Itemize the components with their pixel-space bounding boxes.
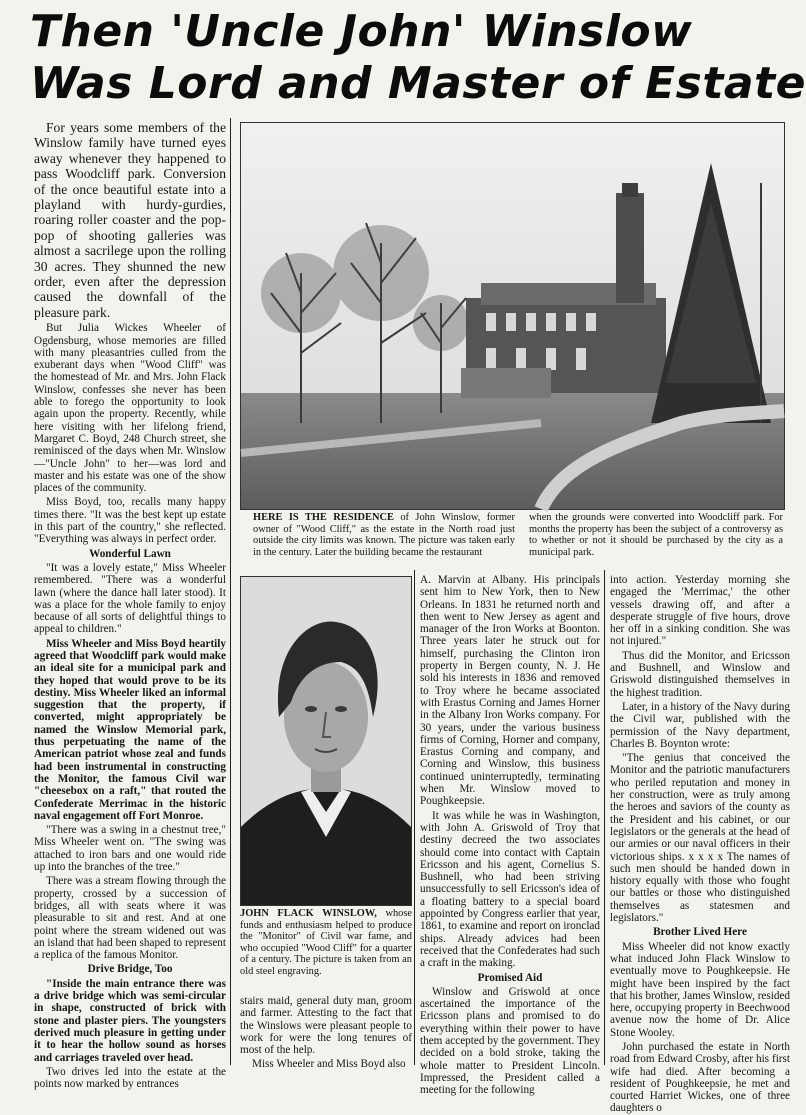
subheading: Wonderful Lawn bbox=[89, 547, 171, 560]
headline-line-1: Then 'Uncle John' Winslow bbox=[30, 6, 693, 57]
article-column-3 bbox=[420, 574, 600, 1097]
residence-caption-right bbox=[529, 512, 783, 568]
paragraph: There was a stream flowing through the property, crossed by a succession of bridges, all with seats where it was pleasurable to sit and rest. And at one point where the stream widened out was an island that had been shaped to represent a replica of the famous Monitor. bbox=[34, 875, 226, 962]
portrait-photo bbox=[240, 576, 412, 906]
caption-text: of John Winslow, former owner of "Wood Cliff," as the estate in the North road just outside the city limits was known. The picture was taken early in the century. Later the building became the restaurant bbox=[253, 512, 515, 558]
caption-lead: HERE IS THE RESIDENCE bbox=[253, 512, 394, 523]
portrait-photo-image bbox=[241, 577, 411, 905]
paragraph: Two drives led into the estate at the points now marked by entrances bbox=[34, 1065, 226, 1091]
headline-line-2: Was Lord and Master of Estate bbox=[30, 58, 806, 109]
paragraph: A. Marvin at Albany. His principals sent him to New York, then to New Orleans. In 1831 he returned north and then went to New Jersey as agent and manager of the Iron Works at Boonton. Three years later he struck out for himself, purchasing the Clinton iron property in Bergen county, N. J. He sold his interests in 1836 and removed to Troy where he became associated with Erastus Corning and James Horner in the Albany Iron Works company. For 30 years, under the various business firms of Corning, Horner and company, Erastus Corning and company, and Corning and Winslow, this business continued uninterruptedly, terminating when Mr. Winslow moved to Poughkeepsie. bbox=[420, 574, 600, 808]
subheading: Drive Bridge, Too bbox=[87, 963, 173, 976]
paragraph: "It was a lovely estate," Miss Wheeler remembered. "There was a wonderful lawn (where the dance hall later stood). It was a place for the whole family to enjoy because of all sorts of delightful things to appeal to children." bbox=[34, 561, 226, 636]
paragraph: "There was a swing in a chestnut tree," Miss Wheeler went on. "The swing was attached to iron bars and one would ride up into the branches of the tree." bbox=[34, 824, 226, 874]
column-rule bbox=[414, 570, 415, 1065]
caption-text: whose funds and enthusiasm helped to produce the "Monitor" of Civil war fame, and who occupied "Wood Cliff" for a quarter of a century. The picture is taken from an old steel engraving. bbox=[240, 908, 412, 977]
below-portrait-text bbox=[240, 995, 412, 1071]
subheading: Promised Aid bbox=[477, 971, 543, 984]
paragraph: John purchased the estate in North road from Edward Crosby, after his first wife had died. After becoming a resident of Poughkeepsie, he met and courted Harriet Wickes, one of three daughters o bbox=[610, 1040, 790, 1115]
paragraph: But Julia Wickes Wheeler of Ogdensburg, whose memories are filled with many pleasantries culled from the exuberant days when "Wood Cliff" was the homestead of Mr. and Mrs. John Flack Winslow, confesses she never has been able to forego the opportunity to look again upon the property. Recently, while here visiting with her lifelong friend, Margaret C. Boyd, 248 Church street, she reminisced of the days when Mr. Winslow—"Uncle John" to her—was lord and master and his estate was one of the show places of the community. bbox=[34, 322, 226, 495]
caption-lead: JOHN FLACK WINSLOW, bbox=[240, 908, 377, 919]
subheading: Brother Lived Here bbox=[653, 926, 747, 939]
article-column-1 bbox=[34, 120, 226, 1091]
column-rule bbox=[604, 570, 605, 1065]
paragraph: It was while he was in Washington, with John A. Griswold of Troy that destiny decreed the two associates should come into contact with Captain Ericsson and his agent, Cornelius S. Bushnell, who had been striving unsuccessfully to sell Ericsson's idea of a floating battery to a special board appointed by Congress earlier that year, 1861, to examine and report on ironclad ships. Already advices had been received that the Confederates had such a craft in the making. bbox=[420, 809, 600, 970]
paragraph: Miss Wheeler did not know exactly what induced John Flack Winslow to eventually move to Poughkeepsie. He might have been inspired by the fact that his brother, James Winslow, resided here, occupying property in Beechwood avenue now the home of Dr. Alice Stone Wooley. bbox=[610, 940, 790, 1039]
paragraph: Later, in a history of the Navy during the Civil war, published with the permission of the Navy department, Charles B. Boynton wrote: bbox=[610, 700, 790, 750]
headline bbox=[30, 6, 806, 110]
column-rule bbox=[230, 118, 231, 1065]
paragraph: stairs maid, general duty man, groom and farmer. Attesting to the fact that the Winslows were pleasant people to work for were the long tenures of most of the help. bbox=[240, 995, 412, 1057]
portrait-caption bbox=[240, 908, 412, 990]
article-column-4 bbox=[610, 574, 790, 1115]
paragraph: Miss Wheeler and Miss Boyd heartily agreed that Woodcliff park would make an ideal site for a municipal park and they hoped that would prove to be its destiny. Miss Wheeler liked an informal suggestion that the property, if converted, might appropriately be named the Winslow Memorial park, thus perpetuating the name of the American patriot whose zeal and funds had been instrumental in constructing the Monitor, the famous Civil war "cheesebox on a raft," that routed the Confederate Merrimac in the historic naval engagement off Fort Monroe. bbox=[34, 637, 226, 822]
paragraph: Winslow and Griswold at once ascertained the importance of the Ericsson plans and promised to do everything within their power to have them accepted by the government. They decided on a bold stroke, taking the whole matter to President Lincoln. Impressed, the President called a meeting for the following bbox=[420, 985, 600, 1097]
paragraph: "The genius that conceived the Monitor and the patriotic manufacturers who periled reputation and money in her construction, were as truly among the heroes and saviors of the county as the President and his cabinet, or our legislators or the generals at the head of our armies or our naval officers in their victorious ships. x x x x The names of such men should be handed down in history equally with those who fought our battles or those who distinguished themselves as statesmen and legislators." bbox=[610, 752, 790, 925]
paragraph: Miss Boyd, too, recalls many happy times there. "It was the best kept up estate in this part of the country," she reflected. "Everything was always in perfect order. bbox=[34, 496, 226, 546]
lead-paragraph: For years some members of the Winslow family have turned eyes away whenever they happened to pass Woodcliff park. Conversion of the once beautiful estate into a playland with hurdy-gurdies, roaring roller coaster and the pop-pop of shooting galleries was almost a sacrilege upon the rolling 30 acres. They shunned the new order, even after the depression caused the downfall of the pleasure park. bbox=[34, 120, 226, 320]
residence-caption-left bbox=[253, 512, 515, 568]
paragraph: "Inside the main entrance there was a drive bridge which was semi-circular in shape, constructed of brick with stone and plaster piers. The youngsters derived much pleasure in getting under it to hear the hollow sound as horses and carriages traveled over head. bbox=[34, 977, 226, 1064]
residence-photo bbox=[240, 122, 785, 510]
paragraph: Miss Wheeler and Miss Boyd also bbox=[252, 1058, 406, 1071]
paragraph: Thus did the Monitor, and Ericsson and Bushnell, and Winslow and Griswold distinguished themselves in the highest tradition. bbox=[610, 649, 790, 699]
paragraph: into action. Yesterday morning she engaged the 'Merrimac,' the other vessels drawing off, and after a desperate struggle of five hours, drove her off in a sinking condition. She was not injured." bbox=[610, 574, 790, 648]
caption-text: when the grounds were converted into Woodcliff park. For months the property has been the subject of a controversy as to whether or not it should be purchased by the city as a municipal park. bbox=[529, 512, 783, 558]
residence-photo-image bbox=[241, 123, 784, 509]
